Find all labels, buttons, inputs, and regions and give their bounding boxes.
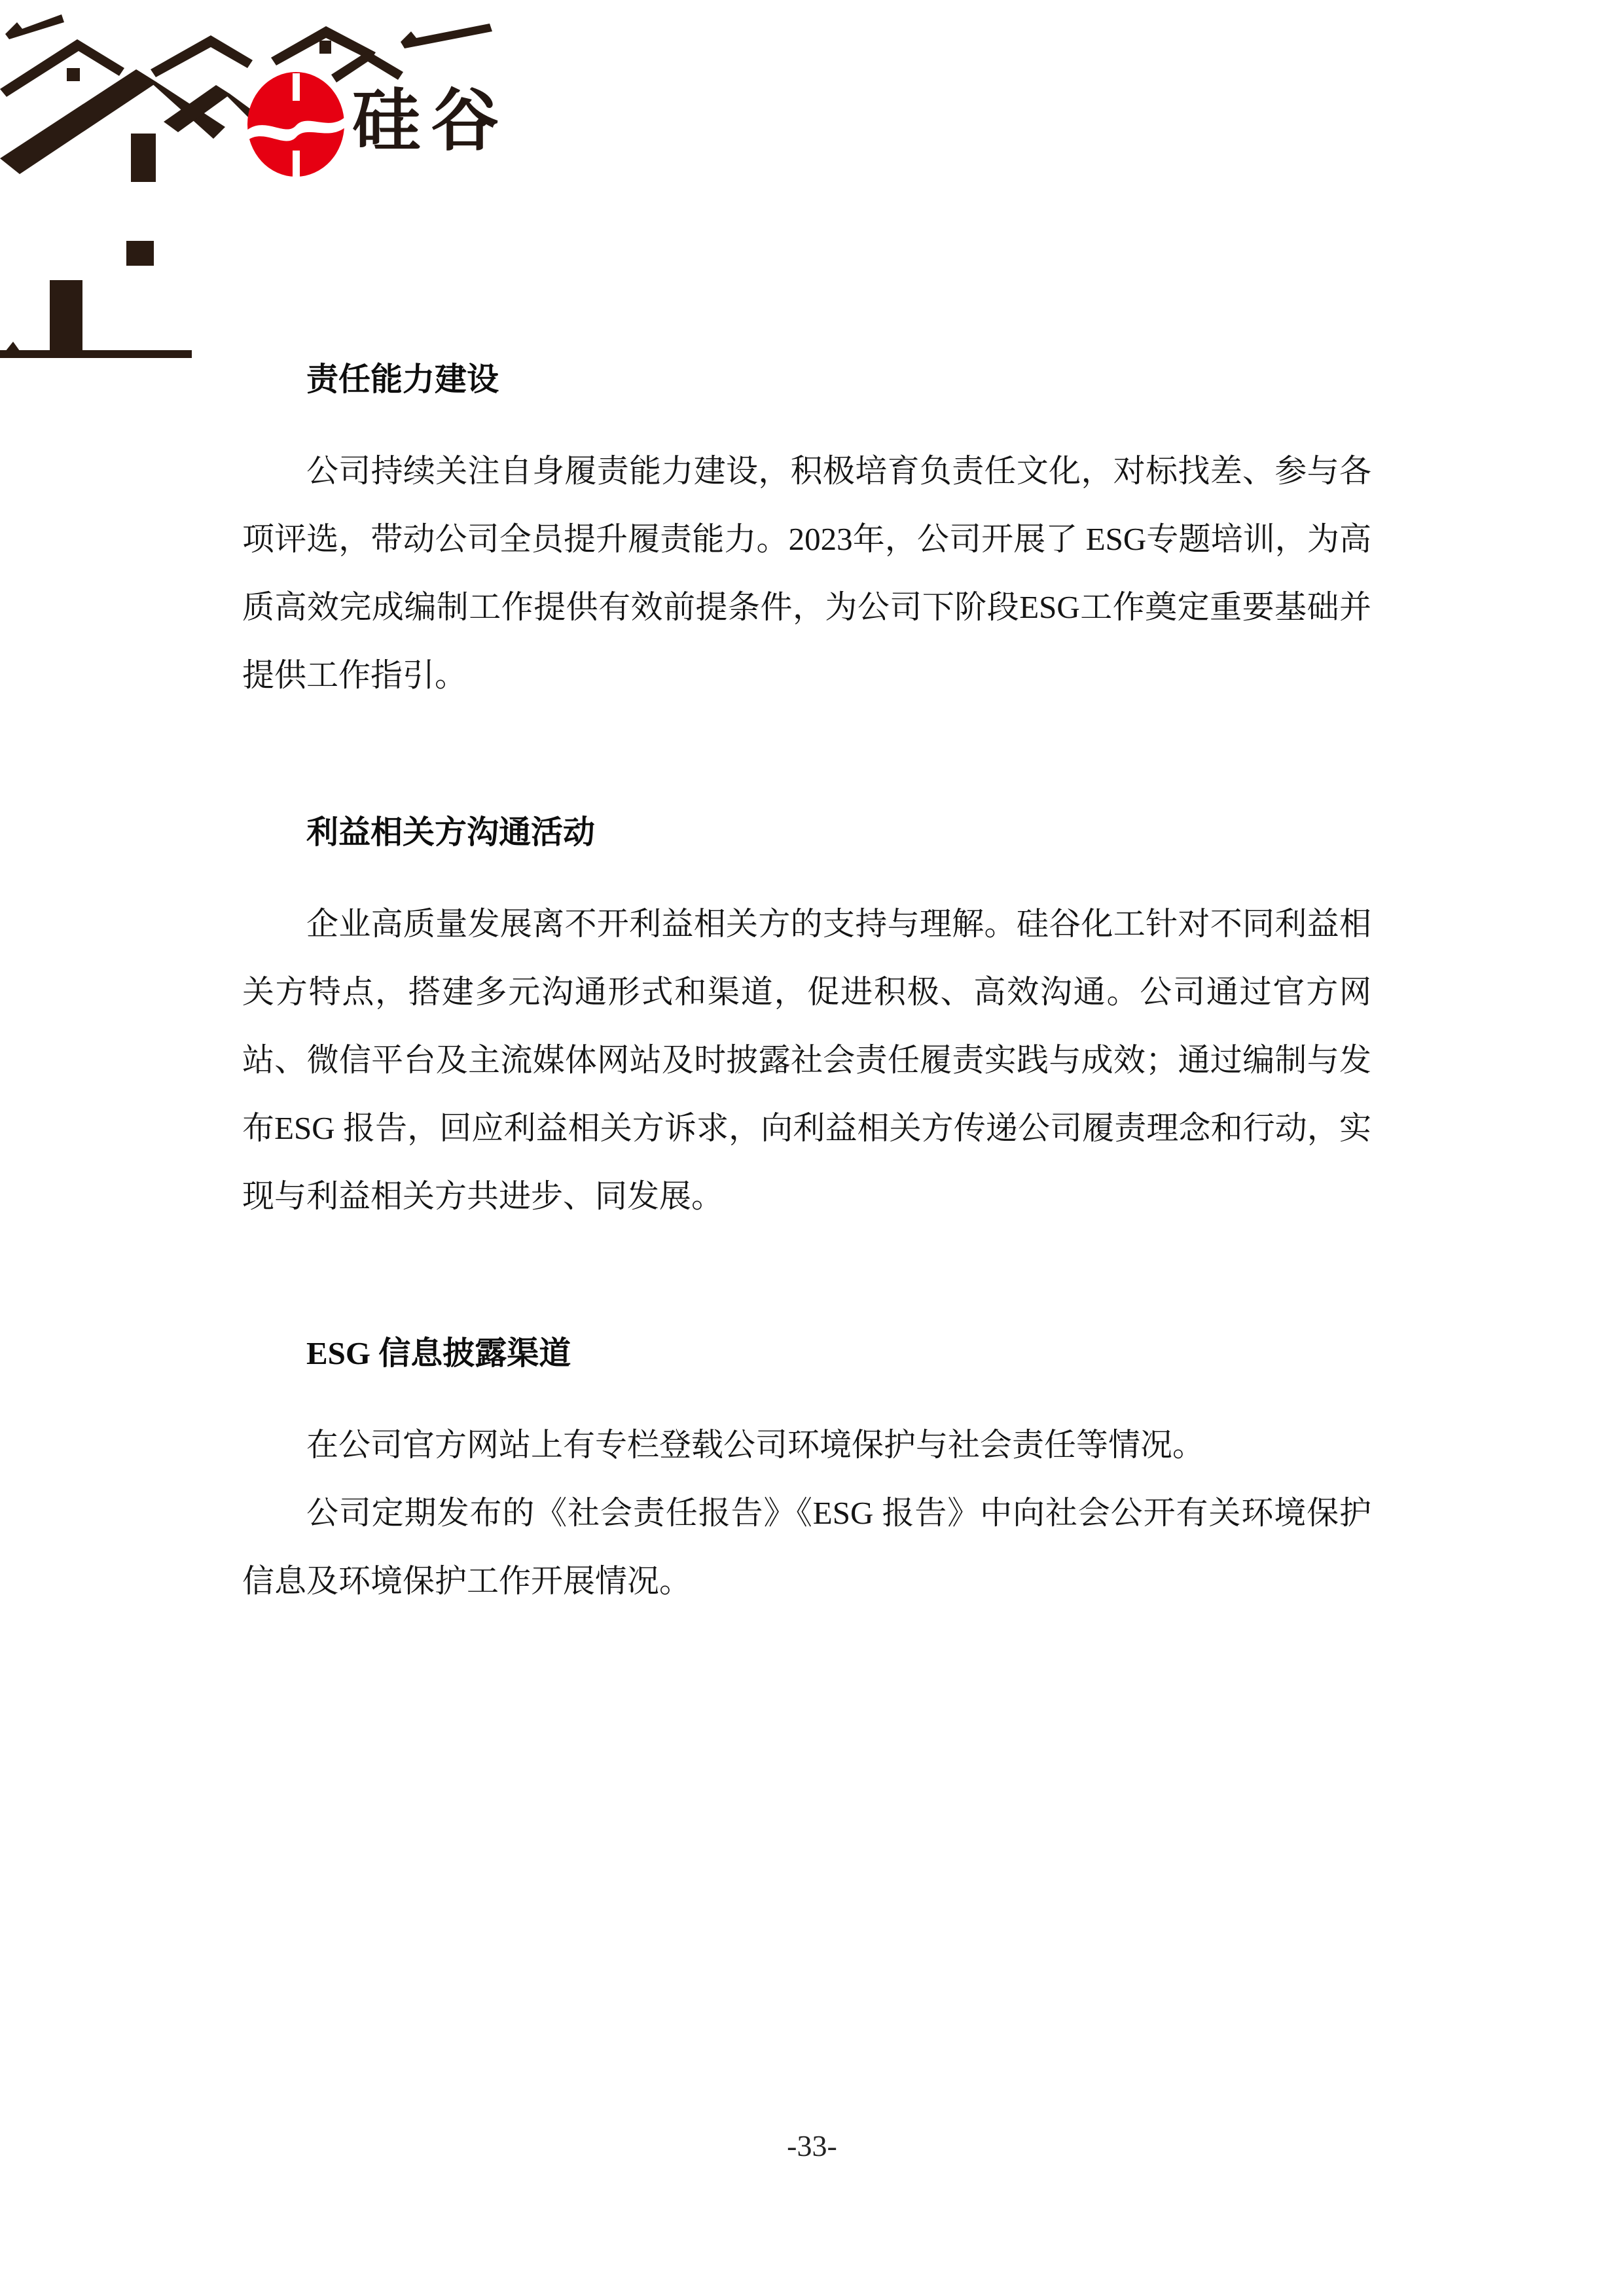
section-heading-responsibility-capability: 责任能力建设: [306, 361, 499, 397]
company-logo: [0, 9, 537, 376]
paragraph: 公司定期发布的《社会责任报告》《ESG 报告》中向社会公开有关环境保护信息及环境保护工作开展情况。: [242, 1495, 1371, 1599]
rooftops-emblem-icon: [0, 9, 537, 376]
section-heading-esg-disclosure-channels: ESG 信息披露渠道: [306, 1335, 571, 1371]
red-s-emblem-icon: [246, 72, 346, 178]
page-number: -33-: [787, 2129, 837, 2162]
report-content: [242, 346, 1371, 1615]
section-heading-stakeholder-communication: 利益相关方沟通活动: [306, 814, 596, 850]
paragraph: 企业高质量发展离不开利益相关方的支持与理解。硅谷化工针对不同利益相关方特点，搭建多元沟通形式和渠道，促进积极、高效沟通。公司通过官方网站、微信平台及主流媒体网站及时披露社会责任履责实践与成效；通过编制与发布ESG 报告，回应利益相关方诉求，向利益相关方传递公司履责理念和行动，实现与利益相关方共进步、同发展。: [242, 906, 1371, 1214]
paragraph: 公司持续关注自身履责能力建设，积极培育负责任文化，对标找差、参与各项评选，带动公司全员提升履责能力。2023年，公司开展了 ESG专题培训，为高质高效完成编制工作提供有效前提条件，为公司下阶段ESG工作奠定重要基础并提供工作指引。: [242, 453, 1371, 693]
paragraph: 在公司官方网站上有专栏登载公司环境保护与社会责任等情况。: [306, 1427, 1205, 1463]
logo-wordmark: 硅谷: [352, 81, 510, 160]
